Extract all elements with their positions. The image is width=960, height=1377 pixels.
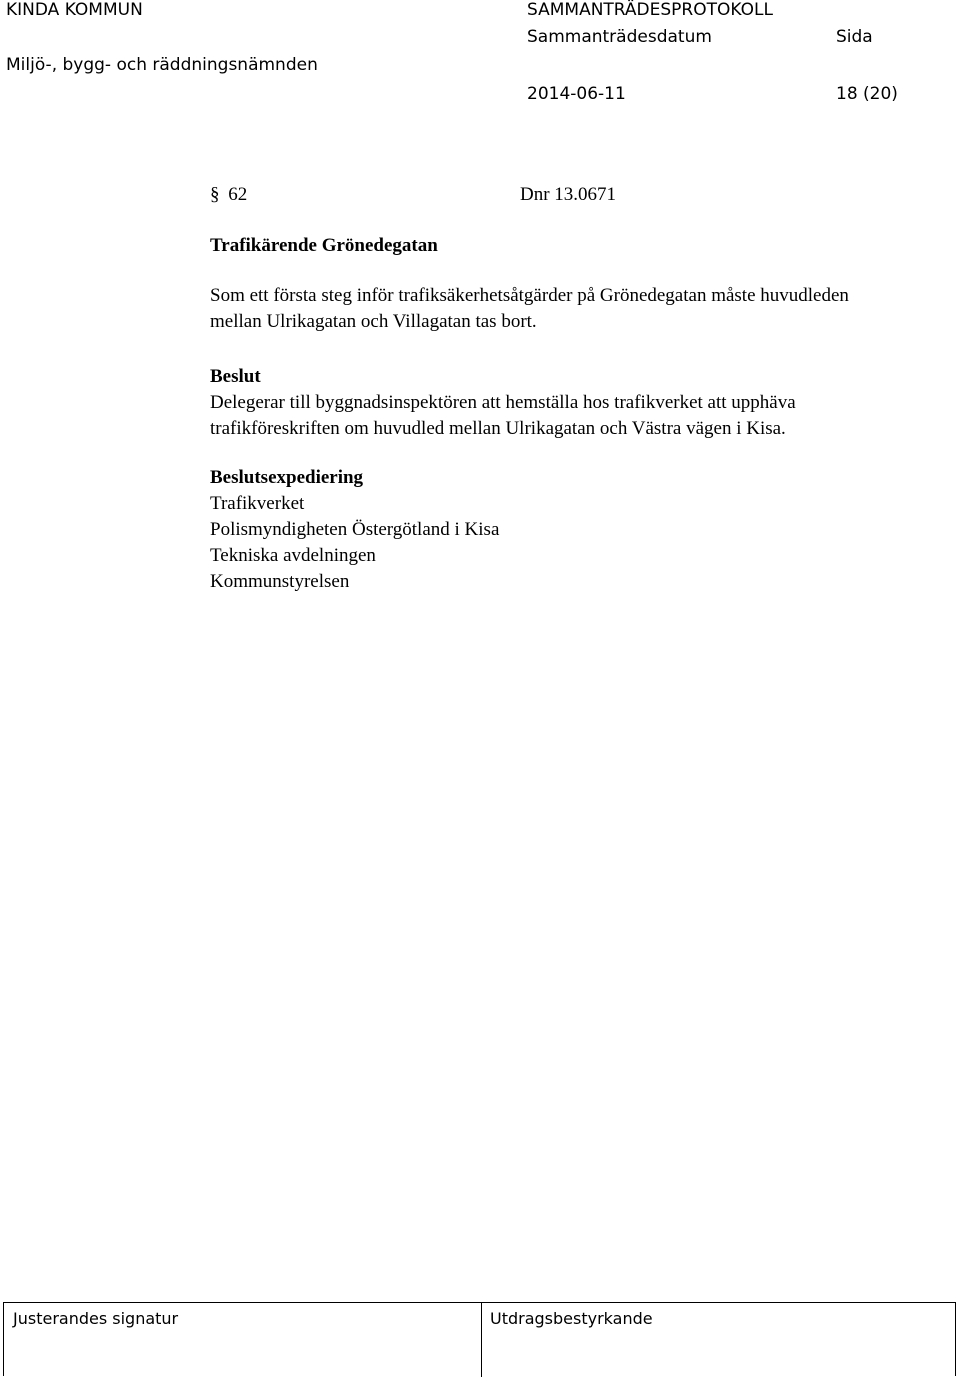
recipient-item: Tekniska avdelningen [210, 545, 376, 566]
signature-divider [481, 1303, 482, 1377]
intro-line: mellan Ulrikagatan och Villagatan tas bort. [210, 311, 537, 332]
intro-paragraph [210, 283, 849, 335]
page-number: 18 (20) [836, 84, 898, 104]
decision-line: trafikföreskriften om huvudled mellan Ulrikagatan och Västra vägen i Kisa. [210, 418, 786, 439]
committee-name: Miljö-, bygg- och räddningsnämnden [6, 55, 318, 75]
recipient-item: Trafikverket [210, 493, 305, 514]
document-type: SAMMANTRÄDESPROTOKOLL [527, 0, 773, 20]
adjuster-signature-label: Justerandes signatur [13, 1309, 179, 1328]
organization-name: KINDA KOMMUN [6, 0, 143, 20]
decision-block [210, 364, 796, 442]
page-label: Sida [836, 27, 873, 47]
date-label: Sammanträdesdatum [527, 27, 712, 47]
dispatch-heading: Beslutsexpediering [210, 467, 364, 488]
intro-line: Som ett första steg inför trafiksäkerhetsåtgärder på Grönedegatan måste huvudleden [210, 285, 849, 306]
extract-certification-label: Utdragsbestyrkande [490, 1309, 653, 1328]
section-number [210, 185, 247, 204]
section-symbol: § [210, 184, 220, 205]
decision-heading: Beslut [210, 366, 261, 387]
recipient-item: Kommunstyrelsen [210, 571, 350, 592]
section-number-value: 62 [228, 184, 248, 205]
signature-box [3, 1302, 956, 1376]
meeting-date: 2014-06-11 [527, 84, 626, 104]
case-number: Dnr 13.0671 [520, 184, 617, 205]
section-title: Trafikärende Grönedegatan [210, 235, 438, 256]
recipient-item: Polismyndigheten Östergötland i Kisa [210, 519, 500, 540]
decision-line: Delegerar till byggnadsinspektören att hemställa hos trafikverket att upphäva [210, 392, 796, 413]
dispatch-block [210, 465, 499, 595]
